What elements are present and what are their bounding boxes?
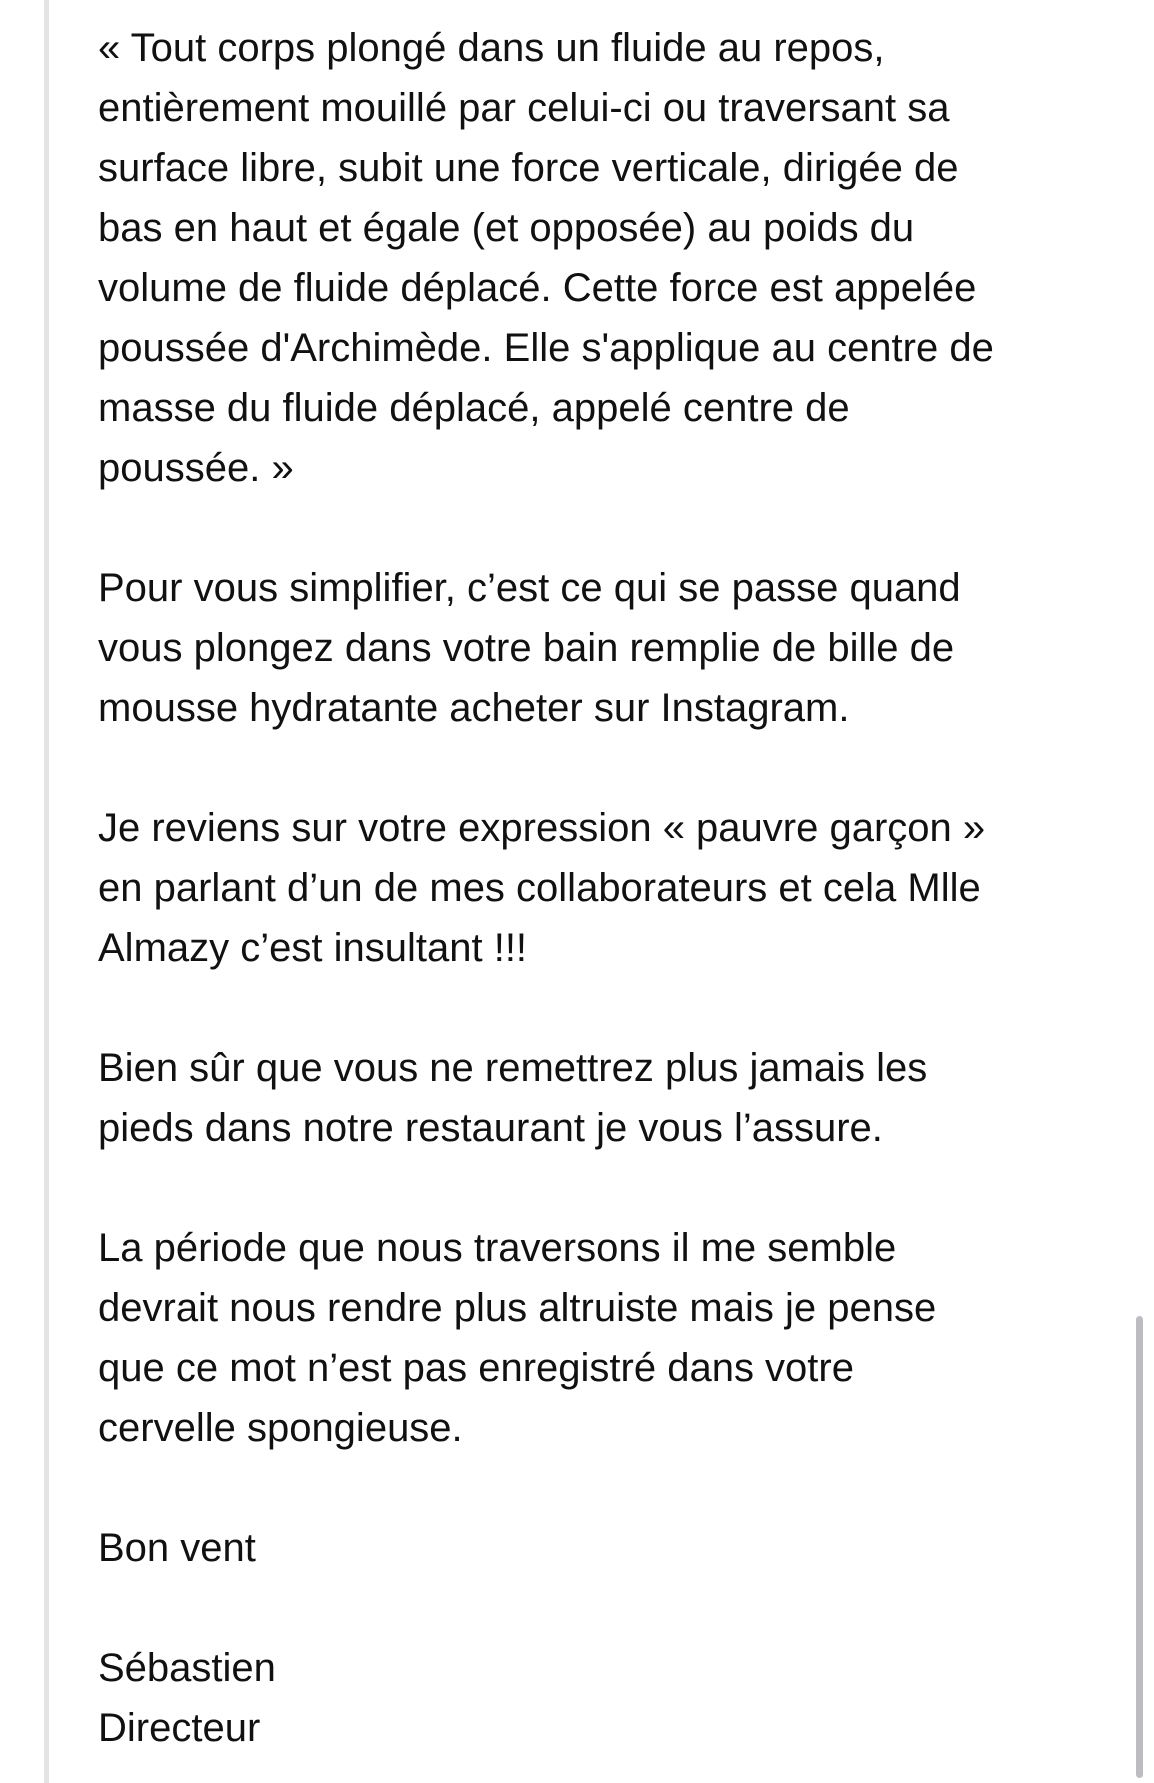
quote-paragraph: « Tout corps plongé dans un fluide au repos, entièrement mouillé par celui-ci ou traversant sa surface libre, subit une force verticale, dirigée de bas en haut et égale (et opposée) au poids du volume de fluide déplacé. Cette force est appelée poussée d'Archimède. Elle s'applique au centre de masse du fluide déplacé, appelé centre de poussée. »	[98, 26, 994, 490]
simplification-paragraph: Pour vous simplifier, c’est ce qui se passe quand vous plongez dans votre bain remplie de bille de mousse hydratante acheter sur Instagram.	[98, 566, 961, 730]
paragraph-spacer	[98, 498, 1088, 558]
paragraph-spacer	[98, 1458, 1088, 1518]
paragraph-spacer	[98, 1578, 1088, 1638]
signature-role: Directeur	[98, 1706, 261, 1750]
paragraph-spacer	[98, 738, 1088, 798]
closing-line: Bon vent	[98, 1526, 256, 1570]
period-paragraph: La période que nous traversons il me semble devrait nous rendre plus altruiste mais je pense que ce mot n’est pas enregistré dans votre cervelle spongieuse.	[98, 1226, 937, 1450]
signature-name: Sébastien	[98, 1646, 276, 1690]
quote-bar	[44, 0, 49, 1783]
paragraph-spacer	[98, 1158, 1088, 1218]
complaint-paragraph: Je reviens sur votre expression « pauvre garçon » en parlant d’un de mes collaborateurs et cela Mlle Almazy c’est insultant !!!	[98, 806, 986, 970]
message-body	[98, 18, 1088, 1758]
paragraph-spacer	[98, 978, 1088, 1038]
scrollbar[interactable]	[1136, 1316, 1143, 1778]
restaurant-paragraph: Bien sûr que vous ne remettrez plus jamais les pieds dans notre restaurant je vous l’assure.	[98, 1046, 928, 1150]
